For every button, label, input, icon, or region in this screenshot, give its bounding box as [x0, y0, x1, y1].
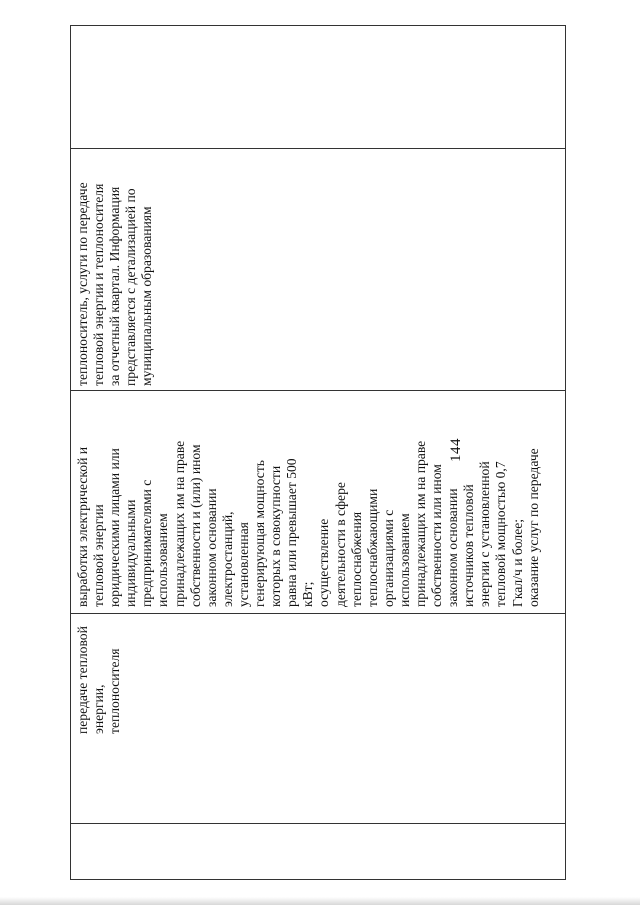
scan-edge — [0, 897, 640, 905]
page-number: 144 — [448, 438, 464, 462]
requirement-cell: выработки электрической и тепловой энергии юридическими лицами или индивидуальными предпринимателями с использованием принадлежащих им на праве собственности и (или) ином законном основании электростанций, установленная генерирующая мощность которых в совокупности равна или превышает 500 кВт; осуществление деятельности в сфере теплоснабжения теплоснабжающими организациями с использованием принадлежащих им на праве собственности или ином законном основании источников тепловой энергии с установленной тепловой мощностью 0,7 Гкал/ч и более; оказание услуг по передаче — [75, 440, 541, 607]
column-divider-2 — [71, 613, 565, 614]
table — [70, 25, 566, 880]
column-divider-1 — [71, 823, 565, 824]
service-name-cell: передаче тепловой энергии, теплоносителя — [75, 626, 123, 734]
column-divider-4 — [71, 148, 565, 149]
column-divider-3 — [71, 390, 565, 391]
information-cell: теплоноситель, услуги по передаче тепловой энергии и теплоносителя за отчетный квартал. Информация представляется с детализацией по муниципальным образованиям — [75, 182, 155, 386]
